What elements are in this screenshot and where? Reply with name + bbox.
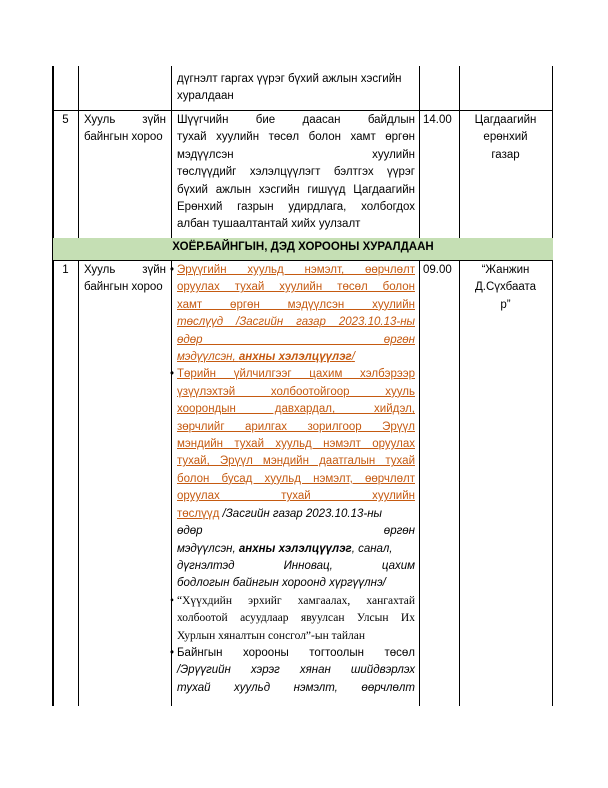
- bill-link[interactable]: зөрчлийг арилгах зорилгоор Эрүүл: [177, 420, 415, 433]
- bill-link[interactable]: мэндийн тухай хуульд нэмэлт оруулах: [177, 438, 415, 451]
- bill-link[interactable]: үзүүлэхтэй холбоотойгоор хууль: [177, 385, 415, 398]
- agenda-item: • Төрийн үйлчилгээг цахим хэлбэрээр үзүүлэхтэй холбоотойгоор хууль хоорондын давхардал, хийдэл, зөрчлийг арилгах зорилгоор Эрүүл мэндийн тухай хуульд нэмэлт оруулах тухай, Эрүүл мэндийн даатгалын тухай болон бусад хуульд нэмэлт, өөрчлөлт оруулах тухай хуулийн төслүүд /Засгийн газар 2023.10.13-ны өдөр өргөн мэдүүлсэн, анхны хэлэлцүүлэг, санал, дүгнэлтэд Инновац, цахим бодлогын байнгын хороонд хүргүүлнэ/: [170, 368, 415, 590]
- row-number: 1: [62, 264, 69, 276]
- bill-link[interactable]: тухай, Эрүүл мэндийн даатгалын тухай: [177, 455, 415, 468]
- top-row-subject: дүгнэлт гаргах үүрэг бүхий ажлын хэсгийн хуралдаан: [177, 73, 402, 103]
- row-number: 5: [62, 114, 69, 126]
- meeting-place: Цагдаагийн ерөнхий газар: [474, 114, 537, 161]
- agenda-item: • Байнгын хорооны тогтоолын төсөл /Эрүүгийн хэрэг хянан шийдвэрлэх тухай хуульд нэмэлт, өөрчлөлт: [170, 646, 415, 694]
- committee-name: Хууль зүйн байнгын хороо: [84, 114, 166, 144]
- bill-link[interactable]: Эрүүгийн хуульд нэмэлт, өөрчлөлт: [177, 264, 415, 276]
- grid-line: [78, 66, 79, 706]
- bullet-icon: •: [170, 594, 175, 607]
- bill-link[interactable]: Төрийн үйлчилгээг цахим хэлбэрээр: [177, 368, 415, 381]
- section-banner: [53, 238, 553, 260]
- meeting-time: 09.00: [423, 264, 452, 276]
- bullet-icon: •: [170, 368, 175, 381]
- grid-line: [53, 260, 553, 261]
- bill-link[interactable]: болон бусад хуульд нэмэлт, өөрчлөлт: [177, 472, 415, 485]
- bill-link[interactable]: оруулах тухай хуулийн: [177, 490, 415, 503]
- grid-line: [419, 66, 420, 706]
- grid-line: [552, 66, 553, 706]
- bill-link[interactable]: өдөр өргөн: [177, 333, 415, 346]
- bullet-icon: •: [170, 646, 175, 659]
- committee-name: Хууль зүйн байнгын хороо: [84, 264, 166, 294]
- bill-link[interactable]: мэдүүлсэн, анхны хэлэлцүүлэг/: [177, 351, 355, 364]
- bill-link[interactable]: төслүүд /Засгийн газар 2023.10.13-ны: [177, 316, 415, 329]
- bill-link[interactable]: хоорондын давхардал, хийдэл,: [177, 403, 415, 416]
- agenda-table: [52, 66, 553, 706]
- agenda-item: • “Хүүхдийн эрхийг хамгаалах, хангахтай холбоотой асуудлаар явуулсан Улсын Их Хурлын хяналтын сонсгол”-ын тайлан: [170, 594, 415, 642]
- grid-line: [53, 110, 553, 111]
- meeting-time: 14.00: [423, 114, 452, 126]
- grid-line: [53, 66, 54, 706]
- bill-link[interactable]: төслүүд: [177, 507, 220, 520]
- bill-link[interactable]: хамт өргөн мэдүүлсэн хуулийн: [177, 298, 415, 311]
- meeting-place: “Жанжин Д.Сүхбаата р”: [474, 264, 537, 311]
- agenda-item: [170, 262, 415, 366]
- bill-link[interactable]: оруулах тухай хуулийн төсөл болон: [177, 281, 415, 294]
- bullet-icon: •: [170, 264, 175, 276]
- meeting-subject: Шүүгчийн бие даасан байдлын тухай хуулийн төсөл болон хамт өргөн мэдүүлсэн хуулийн төслүүдийг хэлэлцүүлэгт бэлтгэх үүрэг бүхий ажлын хэсгийн гишүүд Цагдаагийн Ерөнхий газрын удирдлага, холбогдох албан тушаалтантай хийх уулзалт: [177, 114, 415, 231]
- section-title: ХОЁР.БАЙНГЫН, ДЭД ХОРООНЫ ХУРАЛДААН: [172, 241, 434, 253]
- agenda-items: [170, 262, 415, 697]
